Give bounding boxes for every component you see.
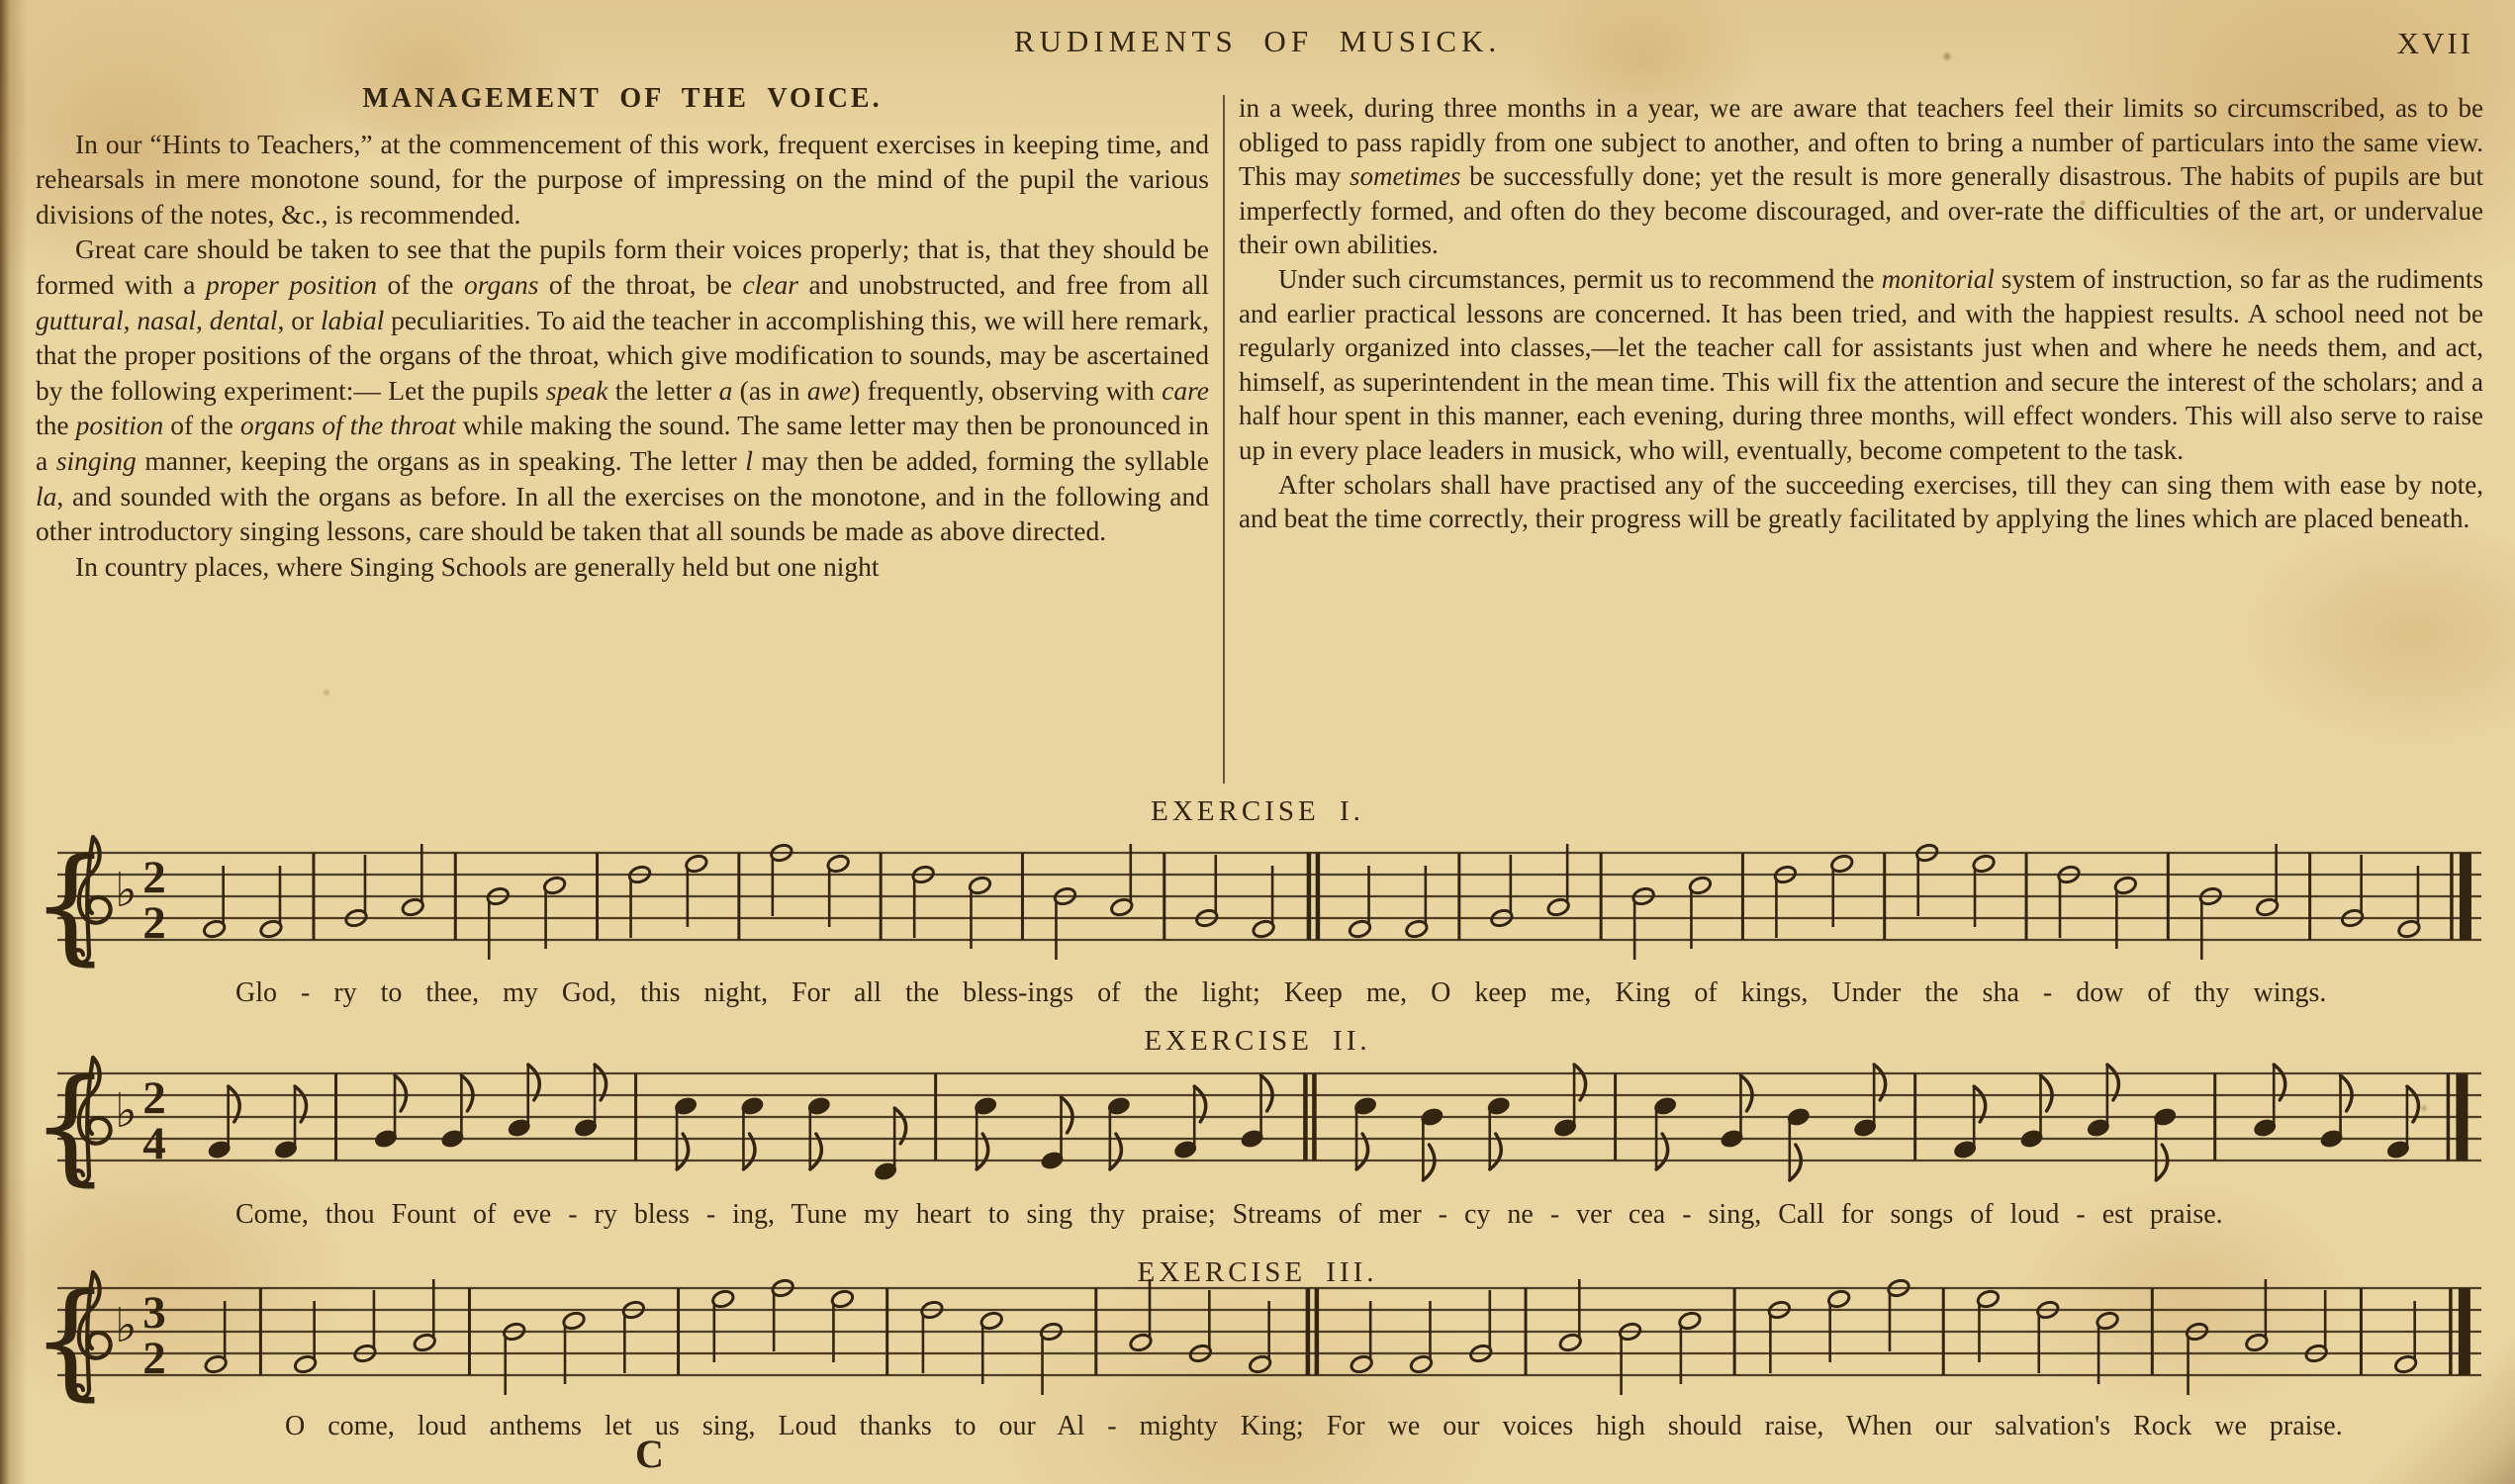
note-flag <box>1790 1145 1802 1180</box>
final-barline-thick <box>2459 1288 2470 1375</box>
svg-text:{: { <box>31 832 111 977</box>
exercise-1-lyrics: Glo - ry to thee, my God, this night, For all the bless-ings of the light; Keep me, O keep me, King of kings, Under the sha - dow of thy wings. <box>235 977 2327 1008</box>
page-number: XVII <box>2396 26 2473 60</box>
signature-mark: C <box>635 1432 664 1476</box>
exercise-2-title: EXERCISE II. <box>1144 1025 1371 1057</box>
time-sig-bottom: 2 <box>142 1333 166 1384</box>
paragraph: In country places, where Singing Schools are generally held but one night <box>75 550 880 582</box>
paragraph: After scholars shall have practised any of the succeeding exercises, till they can sing them with ease by note, and beat the time correctly, their progress will be greatly facilitated by applying the lines which are placed beneath. <box>1239 469 2483 534</box>
note-flag <box>1261 1075 1273 1111</box>
right-column <box>1239 91 2483 536</box>
paragraph: Under such circumstances, permit us to recommend the monitorial system of instruction, so far as the rudiments and earlier practical lessons are concerned. It has been tried, and with the happiest results. A school need not be regularly organized into classes,—let the teacher call for assistants just when and where he needs them, and act, himself, as superintendent in the mean time. This will fix the attention and secure the interest of the scholars; and a half hour spent in this manner, each evening, during three months, will effect wonders. This will also serve to raise up in every place leaders in musick, who will, eventually, become competent to the task. <box>1239 263 2483 465</box>
note-flag <box>395 1075 407 1111</box>
page-title: RUDIMENTS OF MUSICK. <box>1013 24 1502 58</box>
note-flag <box>1062 1097 1073 1133</box>
left-column <box>36 81 1209 584</box>
exercise-3-title: EXERCISE III. <box>1137 1256 1378 1288</box>
final-barline-thick <box>2460 853 2471 940</box>
paragraph: In our “Hints to Teachers,” at the commencement of this work, frequent exercises in keeping time, and rehearsals in mere monotone sound, for the purpose of impressing on the mind of the pupil the various divisions of the notes, &c., is recommended. <box>36 128 1209 230</box>
paragraph: Great care should be taken to see that the pupils form their voices properly; that is, that they should be formed with a proper position of the organs of the throat, be clear and unobstructed, and free from all guttural, nasal, dental, or labial peculiarities. To aid the teacher in accomplishing this, we will here remark, that the proper positions of the organs of the throat, which give modification to sounds, may be ascertained by the following experiment:— Let the pupils speak the letter a (as in awe) frequently, observing with care the position of the organs of the throat while making the sound. The same letter may then be pronounced in a singing manner, keeping the organs as in speaking. The letter l may then be added, forming the syllable la, and sounded with the organs as before. In all the exercises on the monotone, and in the following and other introductory singing lessons, care should be taken that all sounds be made as above directed. <box>36 233 1210 547</box>
note-flag <box>2156 1145 2168 1180</box>
exercise-3-lyrics: O come, loud anthems let us sing, Loud thanks to our Al - mighty King; For we our voices high should raise, When our salvation's Rock we praise. <box>285 1411 2343 1441</box>
flat-sign-icon: ♭ <box>115 1083 138 1139</box>
final-barline-thick <box>2456 1073 2468 1160</box>
time-sig-top: 3 <box>142 1287 166 1339</box>
note-flag <box>2341 1075 2353 1111</box>
flat-sign-icon: ♭ <box>115 1298 138 1353</box>
exercise-1-title: EXERCISE I. <box>1151 795 1364 827</box>
note-flag <box>461 1075 473 1111</box>
paragraph: in a week, during three months in a year, we are aware that teachers feel their limits so circumscribed, as to be obliged to pass rapidly from one subject to another, and often to bring a number of particulars into the same view. This may sometimes be successfully done; yet the result is more generally disastrous. The habits of pupils are but imperfectly formed, and often do they become discouraged, and over-rate the difficulties of the art, or undervalue their own abilities. <box>1239 93 2483 260</box>
time-sig-top: 2 <box>142 1072 166 1124</box>
flat-sign-icon: ♭ <box>115 863 138 918</box>
time-sig-bottom: 2 <box>142 897 166 949</box>
time-sig-bottom: 4 <box>142 1118 166 1169</box>
svg-text:{: { <box>31 1267 111 1413</box>
note-flag <box>1740 1075 1752 1111</box>
exercise-3-staff <box>30 1260 2485 1415</box>
column-divider <box>1223 95 1225 784</box>
section-heading: MANAGEMENT OF THE VOICE. <box>362 83 883 114</box>
note-flag <box>1423 1145 1435 1180</box>
exercise-2-staff <box>30 1046 2485 1200</box>
exercise-1-staff <box>30 825 2485 979</box>
note-flag <box>2041 1075 2053 1111</box>
exercise-2-lyrics: Come, thou Fount of eve - ry bless - ing, Tune my heart to sing thy praise; Streams of mer - cy ne - ver cea - sing, Call for songs of loud - est praise. <box>235 1199 2223 1230</box>
time-sig-top: 2 <box>142 852 166 903</box>
svg-text:{: { <box>31 1053 111 1198</box>
